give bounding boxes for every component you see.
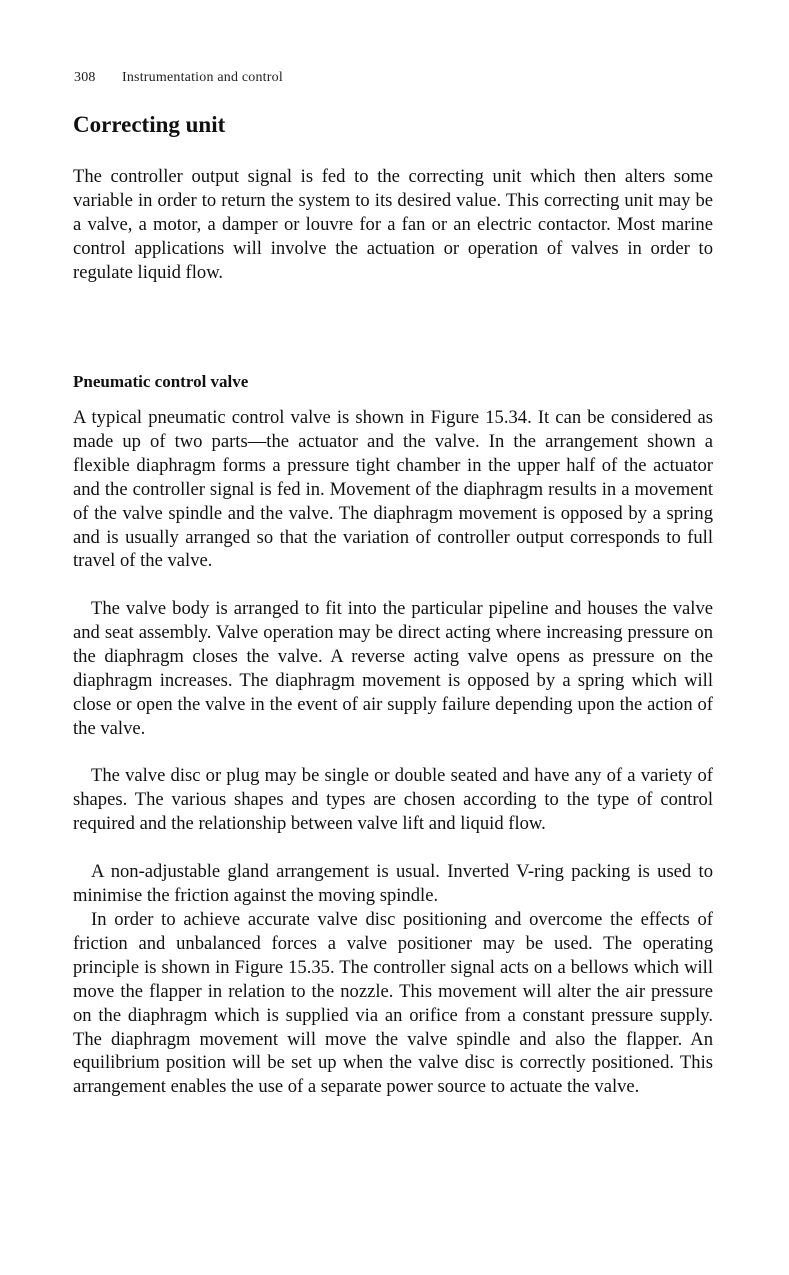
page-number: 308: [74, 70, 96, 85]
subsection-title: Pneumatic control valve: [73, 372, 249, 391]
section-title: Correcting unit: [73, 112, 226, 137]
body-paragraph: In order to achieve accurate valve disc positioning and overcome the effects of friction and unbalanced forces a valve positioner may be used. The operating principle is shown in Figure 15.35. The controller signal acts on a bellows which will move the flapper in relation to the nozzle. This movement will alter the air pressure on the diaphragm which is supplied via an orifice from a constant pressure supply. The diaphragm movement will move the valve spindle and also the flapper. An equilibrium position will be set up when the valve disc is correctly positioned. This arrangement enables the use of a separate power source to actuate the valve.: [73, 909, 713, 1098]
running-header: [74, 70, 283, 86]
body-paragraph: A typical pneumatic control valve is shown in Figure 15.34. It can be considered as made up of two parts—the actuator and the valve. In the arrangement shown a flexible diaphragm forms a pressure tight chamber in the upper half of the actuator and the controller signal is fed in. Movement of the diaphragm results in a movement of the valve spindle and the valve. The diaphragm movement is opposed by a spring and is usually arranged so that the variation of controller output corresponds to full travel of the valve.: [73, 407, 713, 572]
body-paragraph: A non-adjustable gland arrangement is usual. Inverted V-ring packing is used to minimise the friction against the moving spindle.: [73, 861, 713, 906]
body-paragraph: The controller output signal is fed to the correcting unit which then alters some variable in order to return the system to its desired value. This correcting unit may be a valve, a motor, a damper or louvre for a fan or an electric contactor. Most marine control applications will involve the actuation or operation of valves in order to regulate liquid flow.: [73, 166, 713, 283]
body-paragraph: The valve body is arranged to fit into the particular pipeline and houses the valve and seat assembly. Valve operation may be direct acting where increasing pressure on the diaphragm closes the valve. A reverse acting valve opens as pressure on the diaphragm increases. The diaphragm movement is opposed by a spring which will close or open the valve in the event of air supply failure depending upon the action of the valve.: [73, 598, 713, 739]
running-title: Instrumentation and control: [122, 70, 283, 85]
body-paragraph: The valve disc or plug may be single or double seated and have any of a variety of shapes. The various shapes and types are chosen according to the type of control required and the relationship between valve lift and liquid flow.: [73, 765, 713, 834]
